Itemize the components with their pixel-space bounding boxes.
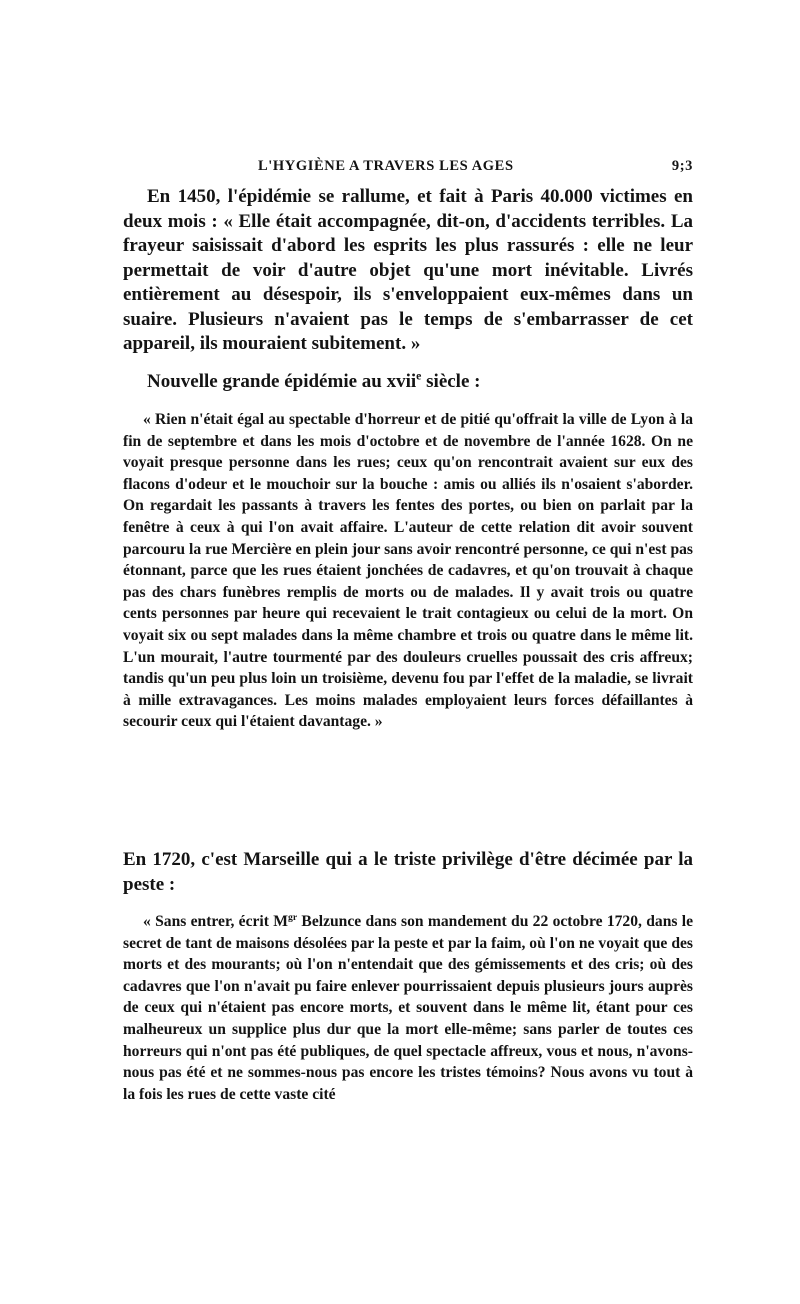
quote-lyon-1628: « Rien n'était égal au spectable d'horreur et de pitié qu'offrait la ville de Lyon à la fin de septembre et dans les mois d'octobre et de novembre de l'année 1628. On ne voyait presque personne dans les rues; ceux qu'on rencontrait avaient sur eux des flacons d'odeur et le mouchoir sur la bouche : amis ou alliés ils n'osaient s'aborder. On regardait les passants à travers les fentes des portes, ou bien on parlait par la fenêtre à ceux à qui l'on avait affaire. L'auteur de cette relation dit avoir souvent parcouru la rue Mercière en plein jour sans avoir rencontré personne, ce qui n'est pas étonnant, parce que les rues étaient jonchées de cadavres, et qu'on trouvait à chaque pas des chars funèbres remplis de morts ou de malades. Il y avait trois ou quatre cents personnes par heure qui recevaient le trait contagieux ou celui de la mort. On voyait six ou sept malades dans la même chambre et trois ou quatre dans le même lit. L'un mourait, l'autre tourmenté par des douleurs cruelles poussait des cris affreux; tandis qu'un peu plus loin un troisième, devenu fou par l'effet de la maladie, se livrait à mille extravagances. Les moins malades employaient leurs forces défaillantes à secourir ceux qui l'étaient davantage. » [123,411,693,731]
superscript: gr [288,911,298,923]
page-number: 9;3 [671,158,693,174]
paragraph-text: Nouvelle grande épidémie au xvii [147,371,417,392]
quote-text: « Sans entrer, écrit M [143,913,288,930]
running-head [123,158,693,180]
running-title: L'HYGIÈNE A TRAVERS LES AGES [258,158,514,174]
quote-text: Belzunce dans son mandement du 22 octobre 1720, dans le secret de tant de maisons désolées par la peste et par la faim, où l'on ne voyait que des morts et des mourants; où l'on n'entendait que des gémissements et des cris; où des cadavres que l'on n'avait pu faire enlever pourrissaient depuis plusieurs jours auprès de ceux qui n'étaient pas encore morts, et souvent dans le même lit, étant pour ces malheureux un supplice plus dur que la mort elle-même; sans parler de toutes ces horreurs qui n'ont pas été publiques, de quel spectacle affreux, vous et nous, n'avons-nous pas été et ne sommes-nous pas encore les tristes témoins? Nous avons vu tout à la fois les rues de cette vaste cité [123,913,693,1103]
paragraph-marseille-1720: En 1720, c'est Marseille qui a le triste privilège d'être décimée par la peste : [123,849,693,895]
superscript: e [416,369,422,383]
paragraph-17th-century-intro [123,370,693,395]
paragraph-1450-epidemic: En 1450, l'épidémie se rallume, et fait à Paris 40.000 victimes en deux mois : « Elle était accompagnée, dit-on, d'accidents terribles. La frayeur saisissait d'abord les esprits les plus rassurés : elle ne leur permettait de voir d'autre objet qu'une mort inévitable. Livrés entièrement au désespoir, ils s'enveloppaient eux-mêmes dans un suaire. Plusieurs n'avaient pas le temps de s'embarrasser de cet appareil, ils mouraient subitement. » [123,186,693,354]
paragraph-text: siècle : [421,371,481,392]
quote-belzunce-mandement [123,911,693,1105]
